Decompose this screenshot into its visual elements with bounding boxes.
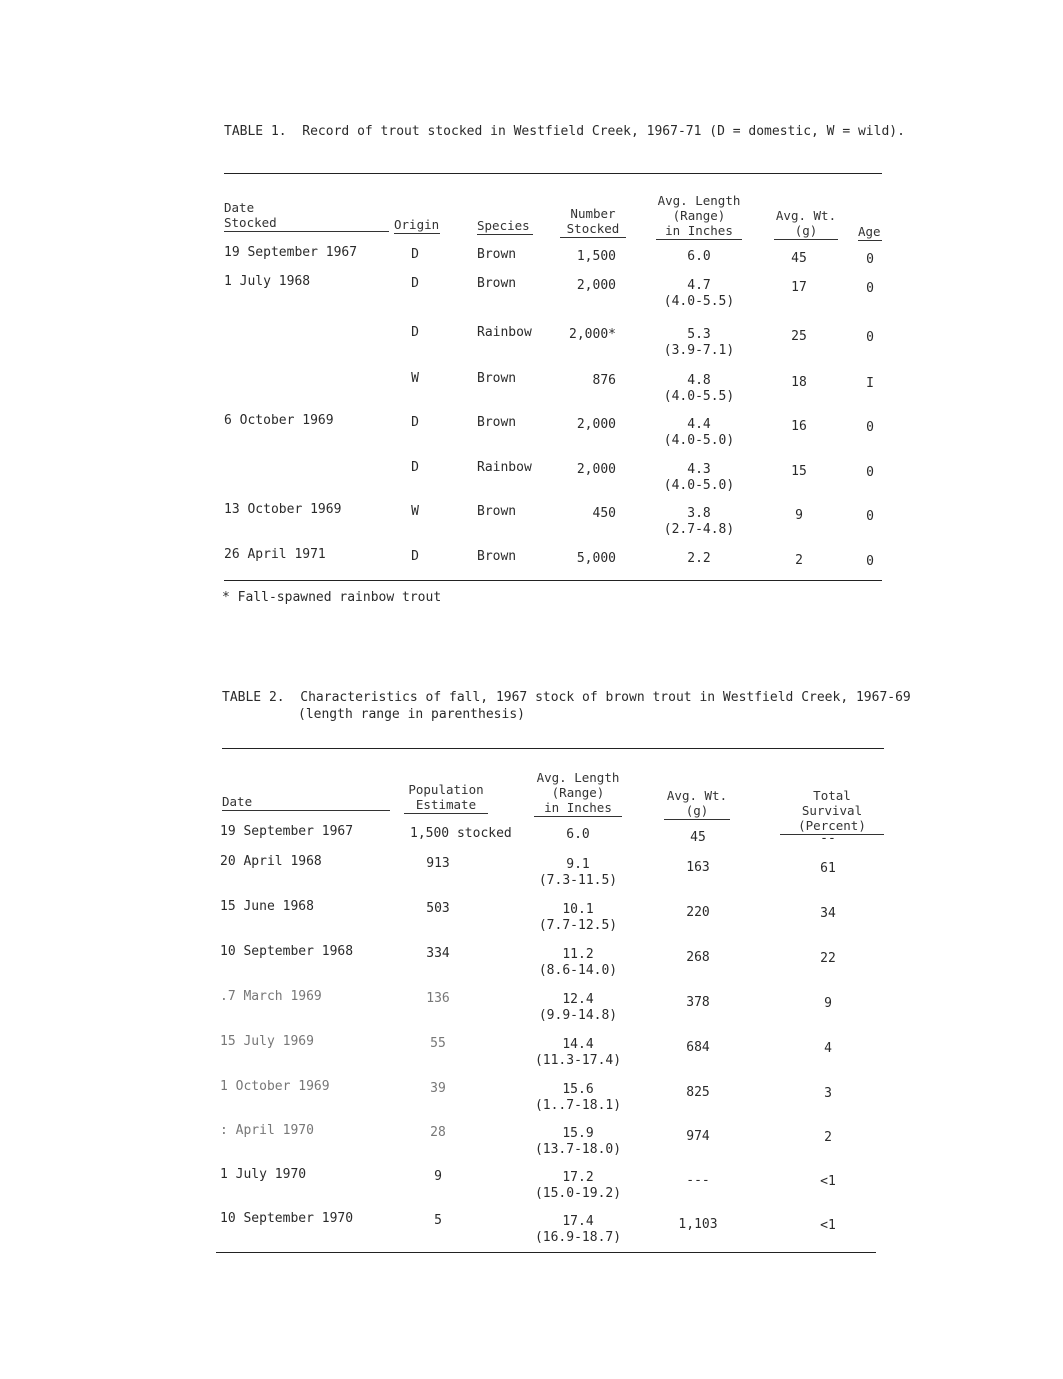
table2-cell-length: 17.2 — [562, 1170, 594, 1185]
table2-cell-weight: 163 — [686, 860, 710, 875]
table2-cell-weight: 974 — [686, 1129, 710, 1144]
table1-cell-age: 0 — [866, 252, 874, 267]
table2-cell-population: 136 — [426, 991, 450, 1006]
table2-cell-weight: 825 — [686, 1085, 710, 1100]
table1-cell-length: 6.0 — [687, 249, 711, 264]
table1-cell-species: Brown — [477, 504, 517, 519]
table1-cell-species: Brown — [477, 549, 517, 564]
table2-header-date: Date — [222, 794, 390, 811]
table1-cell-origin: D — [411, 549, 419, 564]
table1-cell-number: 450 — [592, 506, 616, 521]
table1-cell-range: (4.0-5.0) — [663, 478, 735, 493]
table1-cell-weight: 16 — [791, 419, 807, 434]
table2-cell-weight: 684 — [686, 1040, 710, 1055]
table2-header-survival — [780, 788, 884, 835]
table2-cell-length: 17.4 — [562, 1214, 594, 1229]
table1-cell-length: 3.8 — [687, 506, 711, 521]
table2-cell-weight: 45 — [690, 830, 706, 845]
table2-cell-length: 11.2 — [562, 947, 594, 962]
table2-cell-population: 1,500 stocked — [410, 826, 512, 841]
table2-cell-weight: 1,103 — [678, 1217, 718, 1232]
table2-caption-line1: Characteristics of fall, 1967 stock of brown trout in Westfield Creek, 1967-69 — [300, 690, 911, 705]
table2-cell-length: 9.1 — [566, 857, 590, 872]
table1-cell-age: 0 — [866, 330, 874, 345]
table1-cell-number: 2,000 — [576, 462, 616, 477]
table1-cell-date: 1 July 1968 — [224, 274, 311, 289]
table2-header-population-line2: Estimate — [404, 797, 488, 814]
table1-cell-range: (3.9-7.1) — [663, 343, 735, 358]
table1-cell-age: I — [866, 376, 874, 391]
table2-cell-length: 14.4 — [562, 1037, 594, 1052]
table1-cell-origin: D — [411, 325, 419, 340]
table1-cell-age: 0 — [866, 281, 874, 296]
table2-cell-survival: 2 — [824, 1130, 832, 1145]
table1-header-number-line1: Number — [570, 206, 616, 221]
table2-bottom-rule — [216, 1252, 876, 1253]
table2-header-weight-line1: Avg. Wt. — [666, 788, 728, 803]
table1-header-number-line2: Stocked — [560, 221, 626, 238]
table2-cell-population: 9 — [434, 1169, 442, 1184]
table2-cell-length: 12.4 — [562, 992, 594, 1007]
table1-cell-range: (4.0-5.0) — [663, 433, 735, 448]
table1-cell-length: 4.4 — [687, 417, 711, 432]
table2-top-rule — [222, 748, 884, 749]
table1-header-species: Species — [477, 218, 533, 235]
table2-cell-survival: <1 — [820, 1174, 836, 1189]
table1-cell-date: 6 October 1969 — [224, 413, 334, 428]
table1-caption-text: Record of trout stocked in Westfield Creek, 1967-71 (D = domestic, W = wild). — [302, 124, 905, 139]
table1-header-length-line2: (Range) — [672, 208, 726, 223]
table2-header-survival-line2: (Percent) — [780, 818, 884, 835]
table2-cell-survival: 9 — [824, 996, 832, 1011]
table2-cell-date: 10 September 1968 — [220, 944, 354, 959]
table1-cell-weight: 15 — [791, 464, 807, 479]
table2-header-survival-line1: Total Survival — [801, 788, 863, 818]
table1-cell-weight: 25 — [791, 329, 807, 344]
table1-header-date-line2: Stocked — [224, 215, 389, 232]
table1-cell-length: 2.2 — [687, 551, 711, 566]
table2-cell-date: 19 September 1967 — [220, 824, 354, 839]
table2-cell-population: 39 — [430, 1081, 446, 1096]
table1-cell-weight: 45 — [791, 251, 807, 266]
table2-cell-weight: 220 — [686, 905, 710, 920]
table2-cell-range: (7.3-11.5) — [538, 873, 618, 888]
table2-cell-population: 55 — [430, 1036, 446, 1051]
table1-cell-age: 0 — [866, 509, 874, 524]
table1-cell-origin: D — [411, 415, 419, 430]
table2-cell-survival: 61 — [820, 861, 836, 876]
table2-cell-date: 15 July 1969 — [220, 1034, 314, 1049]
table1-cell-number: 2,000 — [576, 417, 616, 432]
table2-cell-survival: -- — [820, 831, 836, 846]
table1-footnote: * Fall-spawned rainbow trout — [222, 590, 442, 605]
table2-cell-range: (1..7-18.1) — [534, 1098, 622, 1113]
table2-cell-date: 20 April 1968 — [220, 854, 322, 869]
table1-cell-range: (2.7-4.8) — [663, 522, 735, 537]
table2-cell-survival: 3 — [824, 1086, 832, 1101]
table1-cell-weight: 9 — [795, 508, 803, 523]
table1-cell-origin: D — [411, 460, 419, 475]
table2-cell-weight: --- — [686, 1173, 710, 1188]
table2-cell-date: 1 July 1970 — [220, 1167, 307, 1182]
table2-header-population-line1: Population — [408, 782, 484, 797]
table1-header-weight — [774, 208, 838, 240]
table1-caption — [224, 124, 905, 139]
table2-cell-population: 5 — [434, 1213, 442, 1228]
table2-cell-weight: 268 — [686, 950, 710, 965]
table2-cell-range: (13.7-18.0) — [534, 1142, 622, 1157]
table1-cell-length: 5.3 — [687, 327, 711, 342]
table1-cell-species: Brown — [477, 371, 517, 386]
table1-cell-age: 0 — [866, 554, 874, 569]
table2-cell-date: : April 1970 — [220, 1123, 314, 1138]
table2-caption-line2: (length range in parenthesis) — [298, 707, 525, 722]
table2-header-population — [404, 782, 488, 814]
table2-cell-population: 503 — [426, 901, 450, 916]
table1-cell-length: 4.8 — [687, 373, 711, 388]
table2-cell-length: 6.0 — [566, 827, 590, 842]
table2-cell-range: (16.9-18.7) — [534, 1230, 622, 1245]
table1-cell-date: 19 September 1967 — [224, 245, 358, 260]
table1-cell-weight: 18 — [791, 375, 807, 390]
table1-cell-date: 26 April 1971 — [224, 547, 326, 562]
table2-cell-range: (8.6-14.0) — [538, 963, 618, 978]
table2-header-length-line1: Avg. Length — [536, 770, 620, 785]
table2-cell-date: 15 June 1968 — [220, 899, 314, 914]
table2-cell-range: (9.9-14.8) — [538, 1008, 618, 1023]
table1-cell-origin: W — [411, 504, 419, 519]
table2-cell-population: 334 — [426, 946, 450, 961]
table1-cell-weight: 17 — [791, 280, 807, 295]
table2-cell-range: (15.0-19.2) — [534, 1186, 622, 1201]
table2-cell-survival: <1 — [820, 1218, 836, 1233]
table2-cell-survival: 4 — [824, 1041, 832, 1056]
table2-cell-length: 10.1 — [562, 902, 594, 917]
table1-cell-age: 0 — [866, 465, 874, 480]
table1-cell-species: Brown — [477, 415, 517, 430]
table2-header-length-line2: (Range) — [551, 785, 605, 800]
table2-cell-date: 1 October 1969 — [220, 1079, 330, 1094]
table2-cell-date: 10 September 1970 — [220, 1211, 354, 1226]
table1-header-weight-line2: (g) — [774, 223, 838, 240]
table1-cell-range: (4.0-5.5) — [663, 389, 735, 404]
table1-header-age: Age — [858, 224, 881, 239]
table1-header-origin: Origin — [394, 217, 440, 232]
table1-cell-weight: 2 — [795, 553, 803, 568]
table1-header-date-line1: Date — [224, 200, 255, 215]
table1-cell-length: 4.7 — [687, 278, 711, 293]
table2-header-weight — [664, 788, 730, 820]
table1-cell-species: Brown — [477, 247, 517, 262]
table2-cell-population: 913 — [426, 856, 450, 871]
table2-header-weight-line2: (g) — [664, 803, 730, 820]
table2-cell-survival: 22 — [820, 951, 836, 966]
table2-cell-date: .7 March 1969 — [220, 989, 322, 1004]
table2-caption-label: TABLE 2. — [222, 690, 285, 705]
table2-cell-length: 15.9 — [562, 1126, 594, 1141]
table1-cell-number: 5,000 — [576, 551, 616, 566]
table1-cell-origin: W — [411, 371, 419, 386]
table1-cell-number: 876 — [592, 373, 616, 388]
table1-cell-origin: D — [411, 276, 419, 291]
table1-cell-species: Rainbow — [477, 325, 532, 340]
table1-bottom-rule — [224, 580, 882, 581]
table1-header-length — [656, 193, 742, 240]
table1-cell-species: Brown — [477, 276, 517, 291]
table1-cell-number: 1,500 — [576, 249, 616, 264]
table2-header-length — [534, 770, 622, 817]
table1-header-length-line3: in Inches — [656, 223, 742, 240]
table1-header-number — [560, 206, 626, 238]
table1-header-length-line1: Avg. Length — [657, 193, 741, 208]
table1-header-weight-line1: Avg. Wt. — [775, 208, 837, 223]
table2-cell-range: (11.3-17.4) — [534, 1053, 622, 1068]
table1-cell-range: (4.0-5.5) — [663, 294, 735, 309]
table2-cell-length: 15.6 — [562, 1082, 594, 1097]
table1-top-rule — [224, 173, 882, 174]
table1-cell-species: Rainbow — [477, 460, 532, 475]
table2-caption — [222, 690, 911, 705]
table1-header-date — [224, 200, 389, 232]
table2-cell-population: 28 — [430, 1125, 446, 1140]
table1-cell-number: 2,000* — [569, 327, 616, 342]
table2-cell-weight: 378 — [686, 995, 710, 1010]
table1-caption-label: TABLE 1. — [224, 124, 287, 139]
table2-cell-range: (7.7-12.5) — [538, 918, 618, 933]
table1-cell-age: 0 — [866, 420, 874, 435]
table1-cell-origin: D — [411, 247, 419, 262]
table2-header-length-line3: in Inches — [534, 800, 622, 817]
table2-cell-survival: 34 — [820, 906, 836, 921]
table1-cell-date: 13 October 1969 — [224, 502, 342, 517]
table1-cell-number: 2,000 — [576, 278, 616, 293]
table1-cell-length: 4.3 — [687, 462, 711, 477]
